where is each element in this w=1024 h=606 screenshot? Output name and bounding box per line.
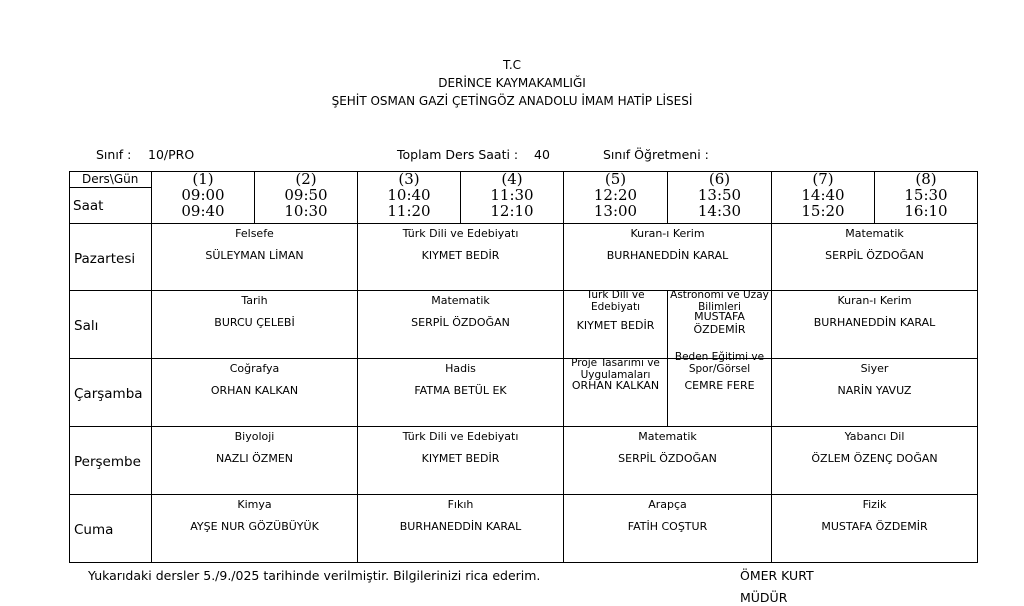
period-header: [875, 172, 978, 224]
lesson-block: [152, 291, 358, 359]
lesson-subject: Proje Tasarımı ve Uygulamaları: [571, 357, 660, 381]
period-start: 11:30: [490, 186, 534, 204]
period-header: [255, 172, 358, 224]
lesson-subject: Kuran-ı Kerim: [837, 294, 912, 307]
lesson-subject: Tarih: [241, 294, 268, 307]
lesson-teacher: AYŞE NUR GÖZÜBÜYÜK: [190, 520, 319, 533]
period-end: 12:10: [490, 202, 534, 220]
day-label: Cuma: [74, 522, 114, 538]
lesson-teacher: KIYMET BEDİR: [576, 319, 655, 332]
lesson-subject: Biyoloji: [234, 430, 275, 443]
lesson-teacher: MUSTAFA ÖZDEMİR: [693, 310, 746, 336]
lesson-subject: Kimya: [237, 498, 272, 511]
timetable: [69, 171, 978, 563]
lesson-block: [772, 224, 978, 291]
lesson-subject: Yabancı Dil: [844, 430, 905, 443]
lesson-teacher: SÜLEYMAN LİMAN: [205, 249, 304, 262]
total-hours-value: 40: [534, 147, 550, 162]
lesson-teacher: BURHANEDDİN KARAL: [606, 249, 729, 262]
period-start: 13:50: [697, 186, 742, 204]
period-header: [152, 172, 255, 224]
lesson-teacher: BURHANEDDİN KARAL: [399, 520, 522, 533]
day-monday: [70, 224, 152, 291]
lesson-block: [564, 291, 668, 359]
lesson-block: [668, 291, 772, 359]
day-label: Çarşamba: [74, 386, 143, 402]
period-end: 10:30: [284, 202, 328, 220]
period-header: [772, 172, 875, 224]
total-hours-label: Toplam Ders Saati :: [397, 147, 519, 162]
lesson-block: [152, 427, 358, 495]
lesson-teacher: FATMA BETÜL EK: [414, 384, 507, 397]
lesson-subject: Matematik: [638, 430, 697, 443]
lesson-teacher: MUSTAFA ÖZDEMİR: [821, 520, 928, 533]
lesson-teacher: SERPİL ÖZDOĞAN: [411, 316, 510, 329]
period-header: [461, 172, 564, 224]
lesson-block: [358, 291, 564, 359]
principal-title: MÜDÜR: [740, 590, 788, 605]
period-header: [564, 172, 668, 224]
lesson-subject: Matematik: [845, 227, 904, 240]
period-number: (2): [295, 170, 317, 188]
header-tc: T.C: [502, 58, 522, 72]
lesson-block: [564, 359, 668, 427]
lesson-teacher: ORHAN KALKAN: [571, 379, 660, 392]
lesson-subject: Fizik: [862, 498, 887, 511]
lesson-subject: Siyer: [860, 362, 889, 375]
period-end: 09:40: [181, 202, 225, 220]
lesson-teacher: KIYMET BEDİR: [421, 452, 500, 465]
period-end: 15:20: [801, 202, 845, 220]
period-number: (3): [398, 170, 420, 188]
lesson-subject: Felsefe: [235, 227, 274, 240]
lesson-block: [564, 495, 772, 563]
period-start: 10:40: [387, 186, 431, 204]
period-start: 15:30: [904, 186, 948, 204]
lesson-subject: Türk Dili ve Edebiyatı: [402, 430, 519, 443]
lesson-block: [772, 495, 978, 563]
class-value: 10/PRO: [148, 147, 195, 162]
lesson-subject: Türk Dili ve Edebiyatı: [402, 227, 519, 240]
day-label: Pazartesi: [74, 251, 136, 267]
period-header: [668, 172, 772, 224]
lesson-subject: Kuran-ı Kerim: [630, 227, 705, 240]
lesson-subject: Hadis: [445, 362, 476, 375]
lesson-teacher: NARİN YAVUZ: [837, 384, 912, 397]
lesson-block: [564, 224, 772, 291]
lesson-subject: Coğrafya: [229, 362, 280, 375]
period-number: (6): [708, 170, 731, 188]
day-label: Perşembe: [74, 454, 141, 470]
period-end: 13:00: [593, 202, 638, 220]
period-number: (4): [501, 170, 523, 188]
day-wednesday: [70, 359, 152, 427]
lesson-block: [668, 351, 772, 427]
period-start: 12:20: [593, 186, 638, 204]
lesson-block: [152, 224, 358, 291]
day-tuesday: [70, 291, 152, 359]
lesson-teacher: SERPİL ÖZDOĞAN: [618, 452, 717, 465]
lesson-teacher: BURHANEDDİN KARAL: [813, 316, 936, 329]
lesson-teacher: BURCU ÇELEBİ: [214, 316, 295, 329]
lesson-block: [358, 224, 564, 291]
lesson-subject: Beden Eğitimi ve Spor/Görsel: [674, 351, 765, 375]
period-end: 11:20: [387, 202, 431, 220]
corner-lessons-days: Ders\Gün: [82, 172, 139, 186]
header-district: DERİNCE KAYMAKAMLIĞI: [438, 76, 586, 90]
lesson-block: [358, 359, 564, 427]
corner-cell: [70, 172, 152, 224]
lesson-block: [152, 495, 358, 563]
lesson-subject: Astronomi ve Uzay Bilimleri: [670, 289, 769, 313]
period-start: 09:00: [181, 186, 225, 204]
period-start: 09:50: [284, 186, 328, 204]
lesson-block: [358, 495, 564, 563]
day-friday: [70, 495, 152, 563]
class-teacher-label: Sınıf Öğretmeni :: [603, 147, 709, 162]
principal-name: ÖMER KURT: [740, 568, 814, 583]
school-header: [0, 56, 1024, 110]
period-start: 14:40: [801, 186, 845, 204]
header-school-name: ŞEHİT OSMAN GAZİ ÇETİNGÖZ ANADOLU İMAM HATİP LİSESİ: [331, 94, 693, 108]
lesson-teacher: SERPİL ÖZDOĞAN: [825, 249, 924, 262]
class-label: Sınıf :: [96, 147, 132, 162]
period-end: 16:10: [904, 202, 948, 220]
lesson-block: [772, 291, 978, 359]
lesson-teacher: ORHAN KALKAN: [210, 384, 299, 397]
period-header: [358, 172, 461, 224]
lesson-teacher: CEMRE FERE: [684, 379, 755, 392]
lesson-teacher: ÖZLEM ÖZENÇ DOĞAN: [811, 452, 938, 465]
corner-hour: Saat: [73, 198, 104, 214]
lesson-block: [772, 359, 978, 427]
lesson-teacher: KIYMET BEDİR: [421, 249, 500, 262]
period-end: 14:30: [697, 202, 742, 220]
day-thursday: [70, 427, 152, 495]
lesson-block: [358, 427, 564, 495]
period-number: (1): [192, 170, 214, 188]
period-number: (5): [604, 170, 627, 188]
footer-note: Yukarıdaki dersler 5./9./025 tarihinde verilmiştir. Bilgilerinizi rica ederim.: [88, 568, 541, 583]
lesson-teacher: FATİH COŞTUR: [627, 520, 708, 533]
lesson-teacher: NAZLI ÖZMEN: [215, 452, 294, 465]
lesson-subject: Türk Dili ve Edebiyatı: [586, 289, 645, 313]
period-number: (7): [812, 170, 834, 188]
period-number: (8): [915, 170, 937, 188]
day-label: Salı: [74, 318, 99, 334]
lesson-subject: Matematik: [431, 294, 490, 307]
lesson-subject: Fıkıh: [447, 498, 474, 511]
lesson-block: [564, 427, 772, 495]
lesson-block: [152, 359, 358, 427]
lesson-subject: Arapça: [648, 498, 687, 511]
lesson-block: [772, 427, 978, 495]
